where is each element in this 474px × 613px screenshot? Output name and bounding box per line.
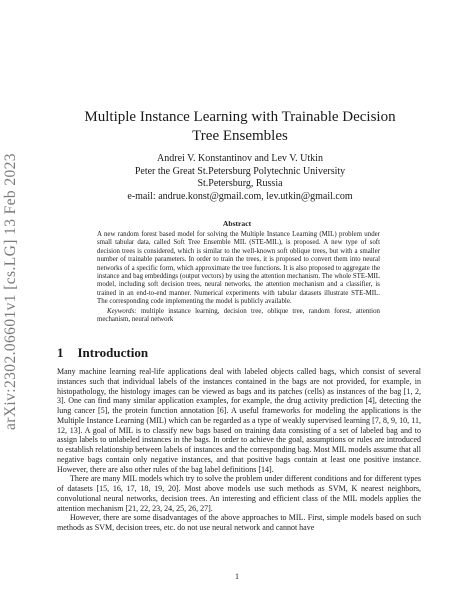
keywords-text: multiple instance learning, decision tree, oblique tree, random forest, attention mechanism, neural network [97, 307, 380, 324]
author-affiliation: Peter the Great St.Petersburg Polytechnic University [134, 165, 346, 177]
page-number: 1 [235, 572, 239, 581]
arxiv-stamp: arXiv:2302.06601v1 [cs.LG] 13 Feb 2023 [2, 153, 19, 430]
keywords-label: Keywords: [107, 307, 137, 315]
author-email: e-mail: andrue.konst@gmail.com, lev.utkin@gmail.com [127, 190, 353, 202]
paper-title: Multiple Instance Learning with Trainable Decision Tree Ensembles [84, 109, 396, 144]
section-number: 1 [57, 345, 64, 360]
keywords [97, 308, 380, 325]
abstract-heading: Abstract [222, 219, 252, 228]
author-names: Andrei V. Konstantinov and Lev V. Utkin [157, 153, 323, 164]
body-text [57, 367, 421, 533]
paragraph: There are many MIL models which try to solve the problem under different conditions and for different types of datasets [15, 16, 17, 18, 19, 20]. Most above models use such methods as SVM, K nearest neighbors, convolutional neural networks, decision trees. An interesting and efficient class of the MIL models applies the attention mechanism [21, 22, 23, 24, 25, 26, 27]. [57, 474, 421, 513]
section-title: Introduction [77, 345, 149, 360]
author-city: St.Petersburg, Russia [197, 178, 283, 189]
abstract [97, 231, 380, 324]
section-heading [57, 345, 148, 361]
abstract-text: A new random forest based model for solving the Multiple Instance Learning (MIL) problem under small tabular data, called Soft Tree Ensemble MIL (STE-MIL), is proposed. A new type of soft decision trees is considered, which is similar to the well-known soft oblique trees, but with a smaller number of trainable parameters. In order to train the trees, it is proposed to convert them into neural networks of a specific form, which approximate the tree functions. It is also proposed to aggregate the instance and bag embeddings (output vectors) by using the attention mechanism. The whole STE-MIL model, including soft decision trees, neural networks, the attention mechanism and a classifier, is trained in an end-to-end manner. Numerical experiments with tabular datasets illustrate STE-MIL. The corresponding code implementing the model is publicly available. [97, 231, 380, 306]
author-block [90, 153, 390, 203]
paragraph: However, there are some disadvantages of the above approaches to MIL. First, simple models based on such methods as SVM, decision trees, etc. do not use neural network and cannot have [57, 513, 421, 532]
paragraph: Many machine learning real-life applications deal with labeled objects called bags, which consist of several instances such that individual labels of the instances contained in the bags are not provided, for example, in histopathology, the histology images can be viewed as bags and its patches (cells) as instances of the bag [1, 2, 3]. One can find many similar application examples, for example, the drug activity prediction [4], detecting the lung cancer [5], the protein function annotation [6]. A useful frameworks for modeling the applications is the Multiple Instance Learning (MIL) which can be regarded as a type of weakly supervised learning [7, 8, 9, 10, 11, 12, 13]. A goal of MIL is to classify new bags based on training data consisting of a set of labeled bag and to assign labels to unlabeled instances in the bags. In order to achieve the goal, assumptions or rules are introduced to establish relationship between labels of instances and the corresponding bag. Most MIL models assume that all negative bags contain only negative instances, and that positive bags contain at least one positive instance. However, there are also other rules of the bag label definitions [14]. [57, 367, 421, 474]
